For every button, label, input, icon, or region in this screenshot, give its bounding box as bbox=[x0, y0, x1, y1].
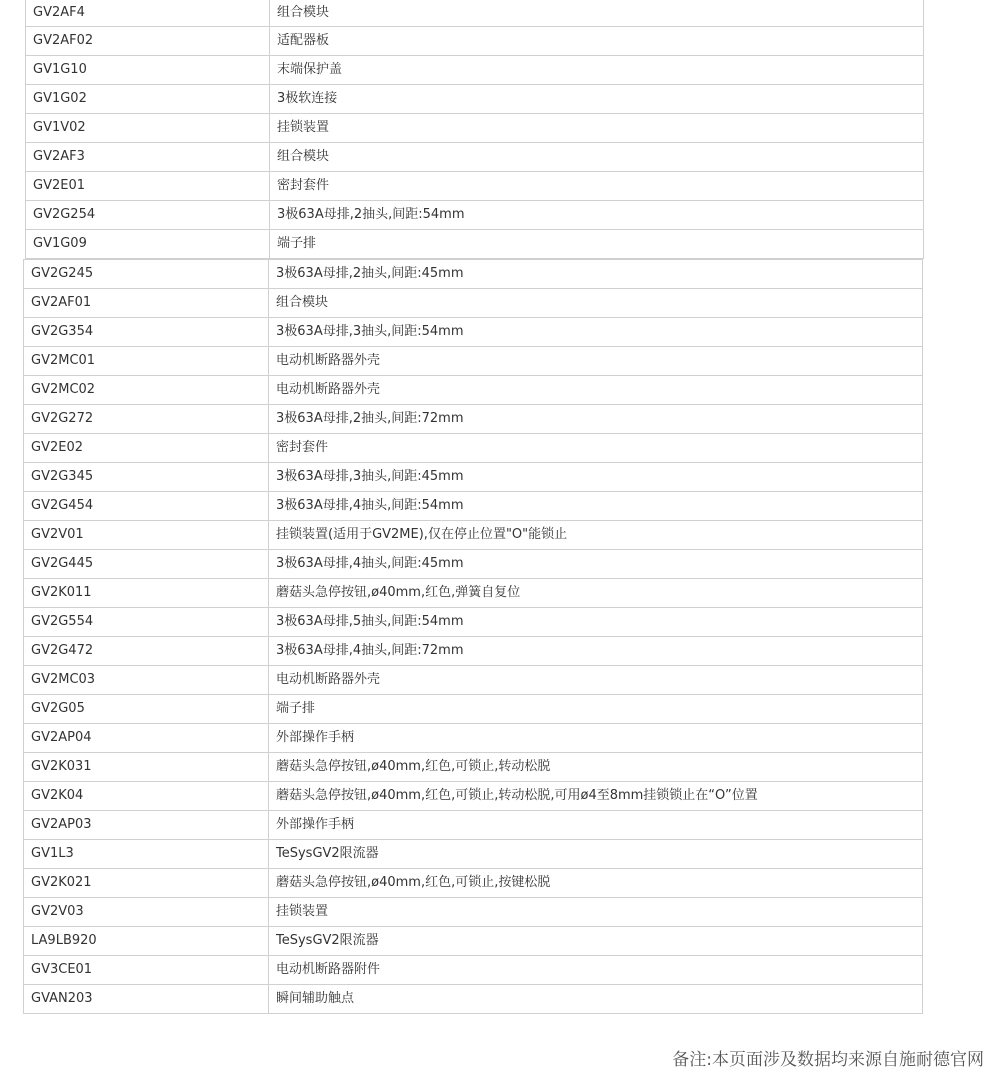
model-cell: GV2G245 bbox=[24, 260, 269, 288]
table-row bbox=[23, 318, 923, 347]
table-row bbox=[25, 172, 924, 201]
description-cell: 3极63A母排,2抽头,间距:45mm bbox=[276, 266, 464, 281]
model-cell: GV2MC02 bbox=[24, 376, 269, 404]
model-cell: GV2MC01 bbox=[24, 347, 269, 375]
description-cell: 组合模块 bbox=[277, 149, 330, 164]
model-cell: GV1G10 bbox=[26, 56, 270, 84]
model-cell: GV2AF3 bbox=[26, 143, 270, 171]
description-cell: 外部操作手柄 bbox=[276, 730, 355, 745]
table-row bbox=[23, 259, 923, 289]
table-row bbox=[25, 27, 924, 56]
model-cell: GV2K04 bbox=[24, 782, 269, 810]
description-cell: 3极软连接 bbox=[277, 91, 338, 106]
table-block-upper bbox=[0, 0, 990, 259]
table-row bbox=[23, 840, 923, 869]
description-cell: 3极63A母排,2抽头,间距:54mm bbox=[277, 207, 465, 222]
description-cell: 组合模块 bbox=[276, 295, 329, 310]
description-cell: 3极63A母排,4抽头,间距:54mm bbox=[276, 498, 464, 513]
model-cell: GV2E01 bbox=[26, 172, 270, 200]
model-cell: GV2G354 bbox=[24, 318, 269, 346]
description-cell: 蘑菇头急停按钮,ø40mm,红色,可锁止,按键松脱 bbox=[276, 875, 551, 890]
description-cell: 3极63A母排,4抽头,间距:45mm bbox=[276, 556, 464, 571]
model-cell: GV2K011 bbox=[24, 579, 269, 607]
table-row bbox=[23, 579, 923, 608]
model-cell: LA9LB920 bbox=[24, 927, 269, 955]
table-row bbox=[23, 695, 923, 724]
model-cell: GV2G254 bbox=[26, 201, 270, 229]
model-cell: GV2AP04 bbox=[24, 724, 269, 752]
description-cell: 电动机断路器外壳 bbox=[276, 672, 381, 687]
description-cell: 电动机断路器外壳 bbox=[276, 382, 381, 397]
description-cell: 3极63A母排,3抽头,间距:45mm bbox=[276, 469, 464, 484]
model-cell: GV2V01 bbox=[24, 521, 269, 549]
description-cell: 3极63A母排,3抽头,间距:54mm bbox=[276, 324, 464, 339]
description-cell: 瞬间辅助触点 bbox=[276, 991, 355, 1006]
table-row bbox=[25, 56, 924, 85]
model-cell: GV2G472 bbox=[24, 637, 269, 665]
model-cell: GV1V02 bbox=[26, 114, 270, 142]
table-row bbox=[23, 898, 923, 927]
table-row bbox=[23, 927, 923, 956]
table-row bbox=[25, 230, 924, 259]
table-row bbox=[23, 289, 923, 318]
description-cell: 电动机断路器附件 bbox=[276, 962, 381, 977]
model-cell: GV2K021 bbox=[24, 869, 269, 897]
model-cell: GV2K031 bbox=[24, 753, 269, 781]
model-cell: GV2AF02 bbox=[26, 27, 270, 55]
model-cell: GV2AP03 bbox=[24, 811, 269, 839]
description-cell: 外部操作手柄 bbox=[276, 817, 355, 832]
model-cell: GV1G09 bbox=[26, 230, 270, 258]
model-cell: GV2G554 bbox=[24, 608, 269, 636]
description-cell: 密封套件 bbox=[276, 440, 329, 455]
description-cell: 组合模块 bbox=[277, 5, 330, 20]
table-row bbox=[23, 869, 923, 898]
table-block-lower bbox=[0, 259, 990, 1014]
table-row bbox=[23, 637, 923, 666]
description-cell: 蘑菇头急停按钮,ø40mm,红色,可锁止,转动松脱 bbox=[276, 759, 551, 774]
description-cell: 3极63A母排,4抽头,间距:72mm bbox=[276, 643, 464, 658]
table-row bbox=[23, 405, 923, 434]
model-cell: GV2G272 bbox=[24, 405, 269, 433]
model-cell: GV2AF4 bbox=[26, 0, 270, 26]
model-cell: GV2G445 bbox=[24, 550, 269, 578]
model-cell: GV2MC03 bbox=[24, 666, 269, 694]
description-cell: 蘑菇头急停按钮,ø40mm,红色,弹簧自复位 bbox=[276, 585, 521, 600]
table-row bbox=[23, 608, 923, 637]
table-row bbox=[23, 666, 923, 695]
table-row bbox=[23, 811, 923, 840]
model-cell: GVAN203 bbox=[24, 985, 269, 1013]
model-cell: GV2V03 bbox=[24, 898, 269, 926]
table-row bbox=[23, 724, 923, 753]
model-cell: GV1L3 bbox=[24, 840, 269, 868]
description-cell: 挂锁装置(适用于GV2ME),仅在停止位置"O"能锁止 bbox=[276, 527, 568, 542]
table-row bbox=[25, 143, 924, 172]
description-cell: 末端保护盖 bbox=[277, 62, 343, 77]
table-row bbox=[25, 114, 924, 143]
description-cell: TeSysGV2限流器 bbox=[276, 933, 379, 948]
model-cell: GV2AF01 bbox=[24, 289, 269, 317]
table-row bbox=[23, 753, 923, 782]
table-row bbox=[25, 85, 924, 114]
table-row bbox=[23, 492, 923, 521]
table-row bbox=[23, 521, 923, 550]
description-cell: 端子排 bbox=[276, 701, 316, 716]
description-cell: 端子排 bbox=[277, 236, 317, 251]
source-footnote: 备注:本页面涉及数据均来源自施耐德官网 bbox=[672, 1050, 984, 1070]
description-cell: 3极63A母排,2抽头,间距:72mm bbox=[276, 411, 464, 426]
table-row bbox=[23, 347, 923, 376]
description-cell: 蘑菇头急停按钮,ø40mm,红色,可锁止,转动松脱,可用ø4至8mm挂锁锁止在“O”位置 bbox=[276, 788, 758, 803]
table-row bbox=[23, 550, 923, 579]
table-row bbox=[23, 376, 923, 405]
table-row bbox=[25, 0, 924, 27]
description-cell: 密封套件 bbox=[277, 178, 330, 193]
description-cell: 电动机断路器外壳 bbox=[276, 353, 381, 368]
description-cell: 挂锁装置 bbox=[277, 120, 330, 135]
table-row bbox=[23, 782, 923, 811]
model-cell: GV2G454 bbox=[24, 492, 269, 520]
description-cell: 挂锁装置 bbox=[276, 904, 329, 919]
description-cell: 3极63A母排,5抽头,间距:54mm bbox=[276, 614, 464, 629]
table-row bbox=[23, 463, 923, 492]
model-cell: GV2G345 bbox=[24, 463, 269, 491]
description-cell: 适配器板 bbox=[277, 33, 330, 48]
table-row bbox=[25, 201, 924, 230]
model-cell: GV1G02 bbox=[26, 85, 270, 113]
table-row bbox=[23, 956, 923, 985]
table-row bbox=[23, 434, 923, 463]
model-cell: GV3CE01 bbox=[24, 956, 269, 984]
table-row bbox=[23, 985, 923, 1014]
model-cell: GV2G05 bbox=[24, 695, 269, 723]
model-cell: GV2E02 bbox=[24, 434, 269, 462]
description-cell: TeSysGV2限流器 bbox=[276, 846, 379, 861]
